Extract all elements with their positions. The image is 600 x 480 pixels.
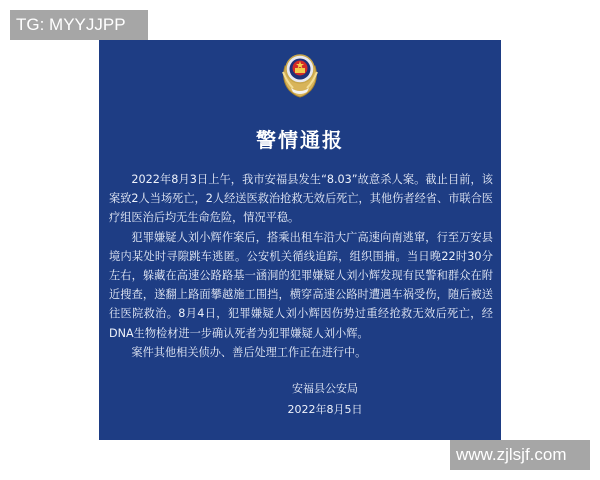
- notice-title: 警情通报: [256, 128, 344, 152]
- issue-date: 2022年8月5日: [287, 403, 363, 416]
- police-emblem-icon: [279, 52, 321, 98]
- notice-paragraph: 2022年8月3日上午，我市安福县发生“8.03”故意杀人案。截止目前，该案致2人当场死亡，2人经送医救治抢救无效后死亡，其他伤者经省、市联合医疗组医治后均无生命危险，情况平稳。: [109, 173, 493, 225]
- notice-paragraph: 犯罪嫌疑人刘小辉作案后，搭乘出租车沿大广高速向南逃窜，行至万安县境内某处时寻隙跳车逃匿。公安机关循线追踪，组织围捕。当日晚22时30分左右，躲藏在高速公路路基一涵洞的犯罪嫌疑人刘小辉发现有民警和群众在附近搜查，遂翻上路面攀越施工围挡，横穿高速公路时遭遇车祸受伤，随后被送往医院救治。8月4日，犯罪嫌疑人刘小辉因伤势过重经抢救无效后死亡，经DNA生物检材进一步确认死者为犯罪嫌疑人刘小辉。: [109, 230, 493, 340]
- notice-body: [109, 170, 493, 362]
- watermark-top-left: TG: MYYJJPP: [10, 10, 148, 40]
- issuer-name: 安福县公安局: [292, 382, 358, 395]
- watermark-bottom-right: www.zjlsjf.com: [450, 440, 590, 470]
- notice-paragraph: 案件其他相关侦办、善后处理工作正在进行中。: [131, 345, 367, 359]
